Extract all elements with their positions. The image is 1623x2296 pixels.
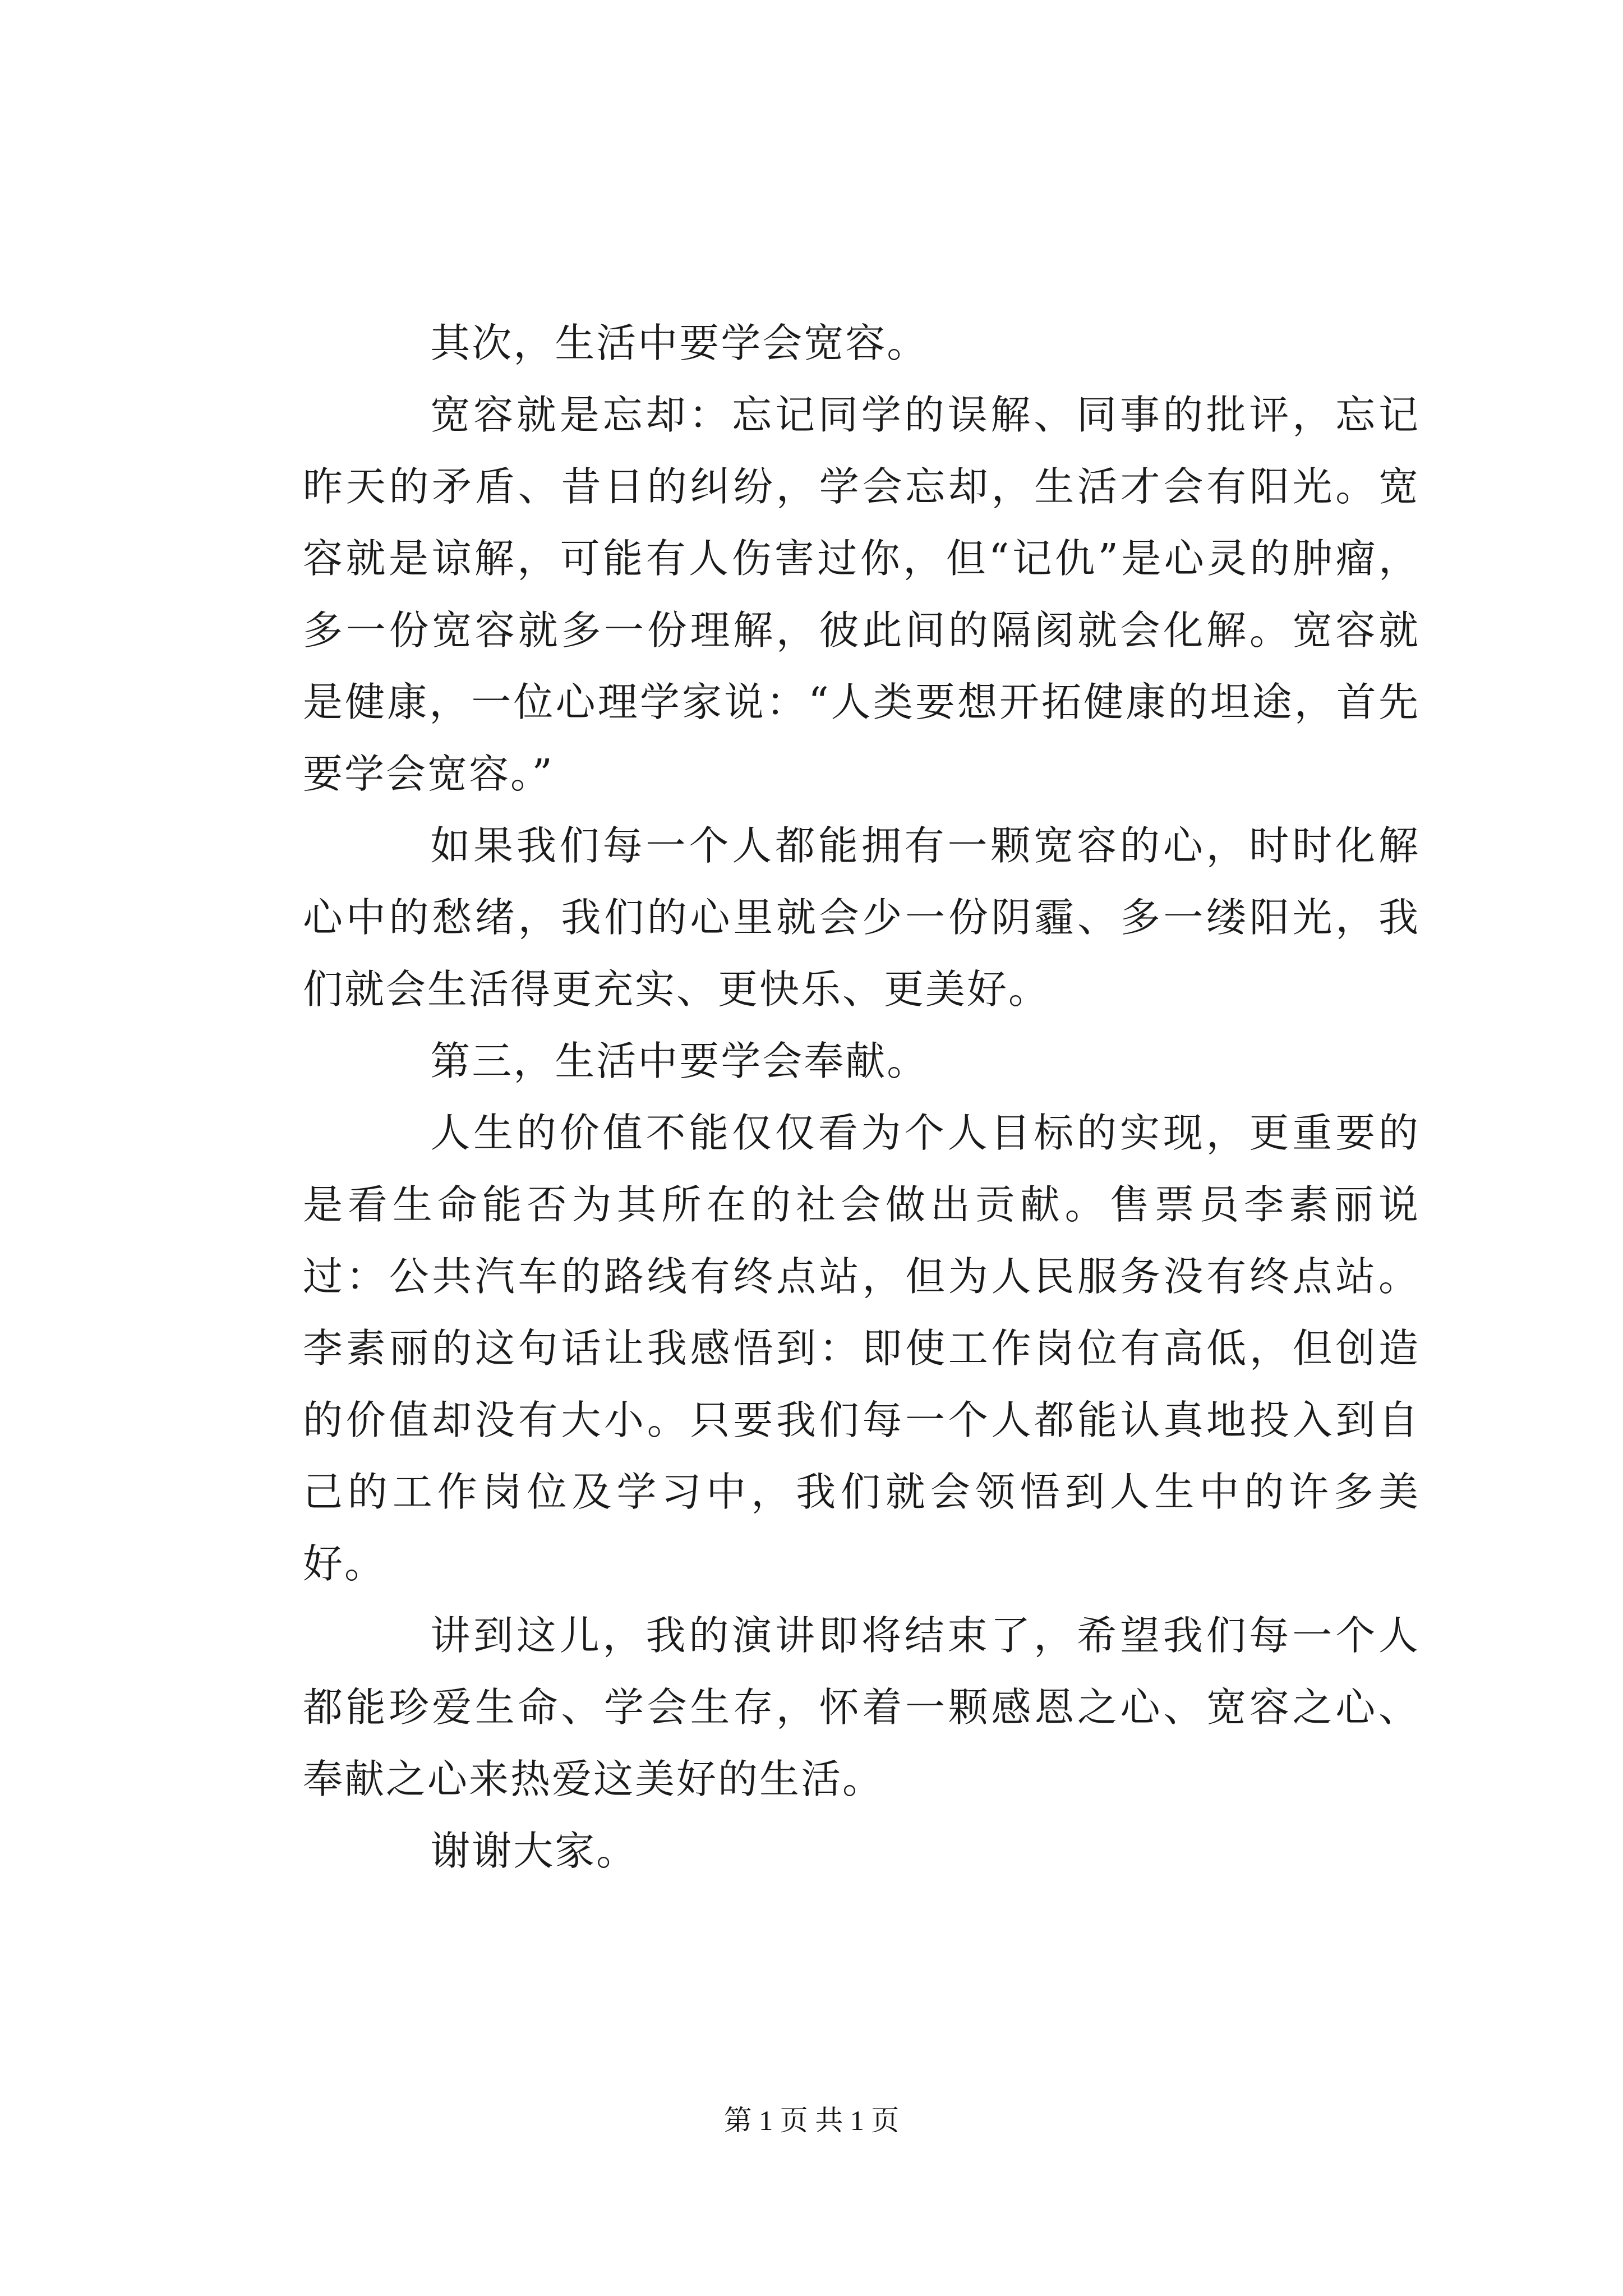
- paragraph-thanks: 谢谢大家。: [430, 1828, 638, 1874]
- page-footer: 第 1 页 共 1 页: [723, 2105, 900, 2136]
- paragraph-dedication-heading: 第三，生活中要学会奉献。: [430, 1038, 929, 1084]
- paragraph-tolerance-heading: 其次，生活中要学会宽容。: [430, 320, 929, 366]
- paragraph-dedication-body: 人生的价值不能仅仅看为个人目标的实现，更重要的是看生命能否为其所在的社会做出贡献。售票员李素丽说过：公共汽车的路线有终点站，但为人民服务没有终点站。李素丽的这句话让我感悟到：即使工作岗位有高低，但创造的价值却没有大小。只要我们每一个人都能认真地投入到自己的工作岗位及学习中，我们就会领悟到人生中的许多美好。: [303, 1110, 1420, 1587]
- paragraph-tolerance-conclusion: 如果我们每一个人都能拥有一颗宽容的心，时时化解心中的愁绪，我们的心里就会少一份阴霾、多一缕阳光，我们就会生活得更充实、更快乐、更美好。: [303, 822, 1420, 1013]
- paragraph-closing: 讲到这儿，我的演讲即将结束了，希望我们每一个人都能珍爱生命、学会生存，怀着一颗感恩之心、宽容之心、奉献之心来热爱这美好的生活。: [303, 1612, 1420, 1802]
- paragraph-tolerance-body: 宽容就是忘却：忘记同学的误解、同事的批评，忘记昨天的矛盾、昔日的纠纷，学会忘却，生活才会有阳光。宽容就是谅解，可能有人伤害过你，但“记仇”是心灵的肿瘤，多一份宽容就多一份理解，彼此间的隔阂就会化解。宽容就是健康，一位心理学家说：“人类要想开拓健康的坦途，首先要学会宽容。”: [303, 392, 1420, 797]
- document-body: [303, 307, 1420, 1887]
